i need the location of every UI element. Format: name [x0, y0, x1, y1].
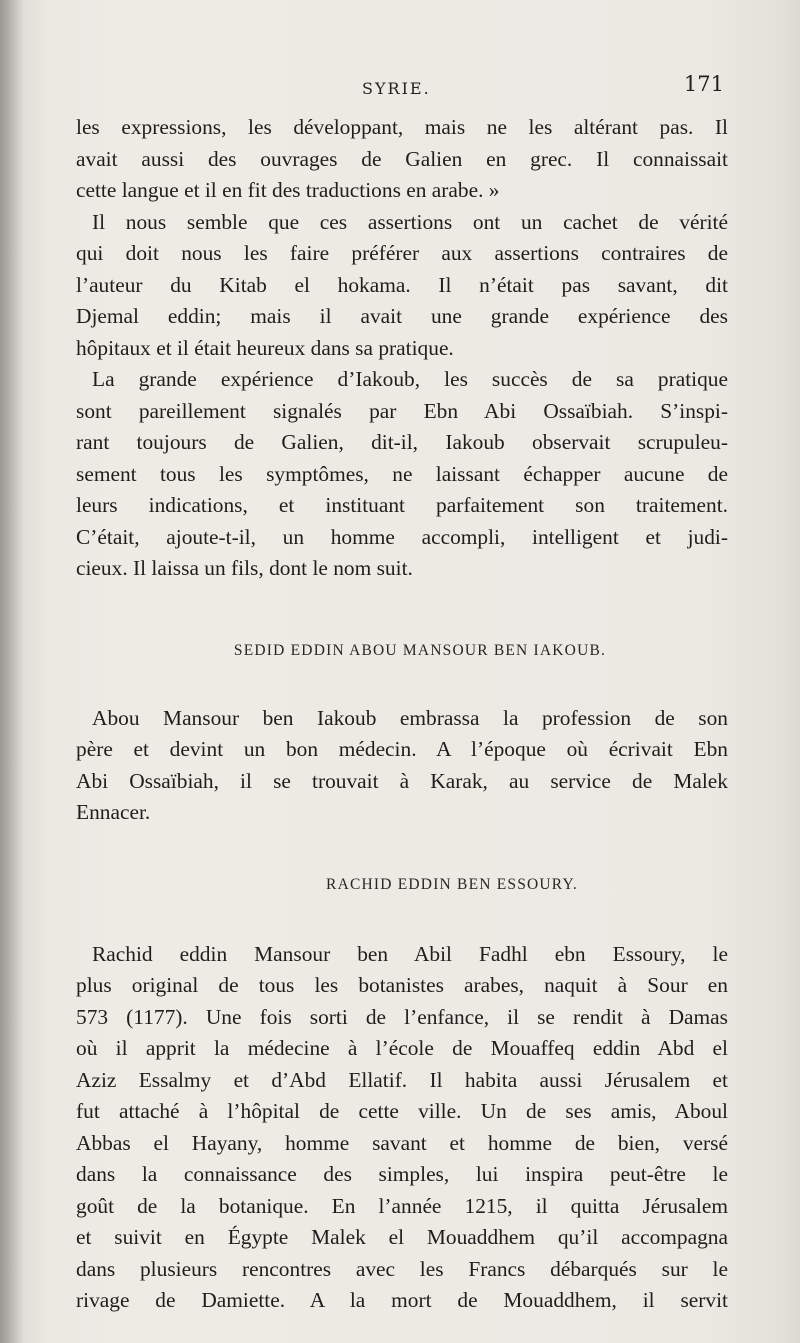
text-line: les expressions, les développant, mais ne les altérant pas. Il	[76, 115, 728, 139]
running-title: SYRIE.	[362, 79, 431, 98]
text-line: Aziz Essalmy et d’Abd Ellatif. Il habita aussi Jérusalem et	[76, 1067, 728, 1092]
text-line: Abbas el Hayany, homme savant et homme de bien, versé	[76, 1130, 728, 1155]
text-line: C’était, ajoute-t-il, un homme accompli, intelligent et judi-	[76, 524, 728, 549]
text-line: où il apprit la médecine à l’école de Mouaffeq eddin Abd el	[76, 1036, 728, 1060]
section-heading: SEDID EDDIN ABOU MANSOUR BEN IAKOUB.	[233, 641, 607, 659]
text-line: La grande expérience d’Iakoub, les succès de sa pratique	[92, 367, 728, 391]
text-line: 573 (1177). Une fois sorti de l’enfance, il se rendit à Damas	[76, 1004, 728, 1029]
text-line: Il nous semble que ces assertions ont un cachet de vérité	[92, 209, 728, 234]
page-number: 171	[683, 72, 724, 96]
paragraph-assertions	[76, 207, 728, 365]
text-line: et suivit en Égypte Malek el Mouaddhem qu’il accompagna	[76, 1225, 728, 1249]
paragraph-abou-mansour	[76, 703, 728, 829]
text-line: hôpitaux et il était heureux dans sa pratique.	[76, 335, 454, 360]
text-block	[76, 112, 728, 1317]
text-line: Djemal eddin; mais il avait une grande expérience des	[76, 304, 728, 328]
text-line: qui doit nous les faire préférer aux assertions contraires de	[76, 241, 728, 265]
text-line: rant toujours de Galien, dit-il, Iakoub observait scrupuleu-	[76, 430, 728, 454]
text-line: sont pareillement signalés par Ebn Abi Ossaïbiah. S’inspi-	[76, 398, 728, 423]
text-line: cette langue et il en fit des traductions en arabe. »	[76, 178, 500, 202]
paragraph-experience	[76, 364, 728, 585]
text-line: sement tous les symptômes, ne laissant échapper aucune de	[76, 461, 728, 486]
text-line: dans la connaissance des simples, lui inspira peut-être le	[76, 1162, 728, 1186]
text-line: dans plusieurs rencontres avec les Francs débarqués sur le	[76, 1256, 728, 1281]
section-heading: RACHID EDDIN BEN ESSOURY.	[326, 875, 578, 893]
text-line: leurs indications, et instituant parfaitement son traitement.	[76, 493, 728, 517]
text-line: Rachid eddin Mansour ben Abil Fadhl ebn Essoury, le	[92, 941, 728, 966]
text-line: avait aussi des ouvrages de Galien en grec. Il connaissait	[76, 146, 728, 171]
paragraph-rachid-eddin	[76, 939, 728, 1317]
paragraph-continuation	[76, 112, 728, 207]
text-line: père et devint un bon médecin. A l’époque où écrivait Ebn	[76, 737, 728, 761]
text-line: plus original de tous les botanistes arabes, naquit à Sour en	[76, 973, 728, 997]
binding-shadow	[0, 0, 24, 1343]
text-line: Abi Ossaïbiah, il se trouvait à Karak, au service de Malek	[76, 768, 728, 793]
text-line: Abou Mansour ben Iakoub embrassa la profession de son	[92, 705, 728, 730]
text-line: fut attaché à l’hôpital de cette ville. Un de ses amis, Aboul	[76, 1099, 728, 1123]
running-head	[80, 70, 730, 106]
text-line: goût de la botanique. En l’année 1215, il quitta Jérusalem	[76, 1193, 728, 1218]
text-line: rivage de Damiette. A la mort de Mouaddhem, il servit	[76, 1288, 728, 1312]
text-line: Ennacer.	[76, 800, 151, 824]
text-line: l’auteur du Kitab el hokama. Il n’était pas savant, dit	[76, 272, 728, 297]
text-line: cieux. Il laissa un fils, dont le nom suit.	[76, 556, 413, 580]
